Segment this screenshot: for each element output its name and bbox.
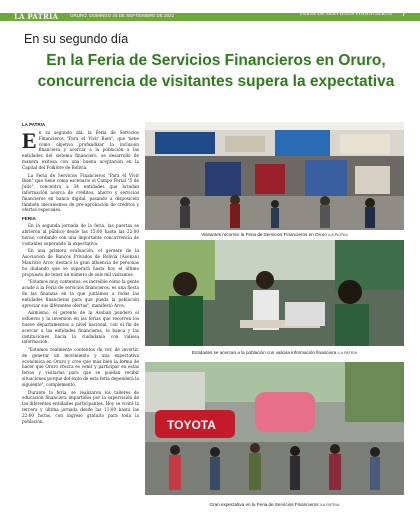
banner-text: TOYOTA — [167, 418, 216, 432]
paragraph-6: Asimismo, el gerente de la Asoban ponderó el esfuerzo y la inversión en las ferias que recorren los nueve departamentos a nivel nacional, con el fin de acercar a las entidades financieras, la banca y las instituciones hacia la ciudadanía con valiosa información. — [22, 310, 139, 345]
paragraph-3: En la segunda jornada de la feria, las puertas se abrieron al público desde las 15:00 hasta las 22:00 horas, contando con una importante concurrencia de visitantes superando la expectativa. — [22, 223, 139, 246]
subheading: FERIA — [22, 216, 36, 222]
photo-outdoor-stand — [145, 362, 404, 495]
photo-caption-1: Visitantes recorren la Feria de Servicios Financieros en Oruro /LA PATRIA — [201, 232, 348, 237]
photo-information-stand — [145, 240, 404, 346]
headline: En la Feria de Servicios Financieros en Oruro, concurrencia de visitantes supera la expectativa — [37, 52, 395, 90]
photo-fair-hall — [145, 122, 404, 230]
paragraph-7: "Estamos realmente contentos de ver, de invertir, de generar un movimiento y una expectativa económica en Oruro y creo que más bien la forma de hacer que Oruro crezca es venir y participar en estas ferias y visitarlas para que se puedan recibir situaciones porque del éxito de esta feria dependerá la siguiente", complementó. — [22, 347, 139, 387]
paragraph-2: La Feria de Servicios Financieros "Para el Vivir Bien" que tiene como escenario el Campo Ferial "5 de Julio", concentra a 34 entidades que brindan información acerca de créditos, ahorro y servicios financieros en banca digital, pasando a disposición también mecanismos de pre-aprobación de créditos y ofertas especiales. — [22, 172, 139, 213]
publication-date: ORURO, DOMINGO 25 DE SEPTIEMBRE DE 2022 — [70, 13, 175, 18]
section-name: FERIA DE SERVICIOS FINANCIEROS — [300, 12, 393, 17]
photo-caption-2: Entidades se acercan a la población con valiosa información financiera /LA PATRIA — [191, 350, 358, 355]
publication-name: LA PATRIA — [14, 12, 59, 21]
page-number: 7 — [402, 12, 406, 18]
paragraph-1: En su segundo día, la Feria de Servicios Financieros "Para el Vivir Bien", que tiene como objetivo profundizar la inclusión financiera y acercar a la población a las entidades del sistema financiero, se desarrolló de manera exitosa con una buena aceptación en la Capital del Folklore de Bolivia. — [22, 128, 139, 170]
drop-cap: E — [22, 128, 37, 153]
paragraph-4: En una primera evaluación, el gerente de la Asociación de Bancos Privados de Bolivia (Asoban) Mauricio Arce, destacó la gran afluencia de personas no dudando que se superará hasta hoy el último propuesto de tener un número de seis mil visitantes. — [22, 248, 139, 277]
paragraph-8: Durante la feria, se realizaron los talleres de educación financiera impartidos por la supervisión de las diferentes entidades participantes. Hoy se vivirá la tercera y última jornada desde las 11:00 hasta las 22:00 horas, con ingreso gratuito para toda la población. — [22, 389, 139, 424]
byline: LA PATRIA — [22, 122, 46, 127]
kicker: En su segundo día — [24, 32, 129, 46]
photo-caption-3: Gran expectativa en la Feria de Servicios Financieros /LA PATRIA — [209, 502, 340, 507]
paragraph-5: "Estamos muy contentos, es increíble cómo la gente acude a la Feria de servicios financieros, es una fiesta de las finanzas en la que juntamos a todas las entidades financieras para que pueda la población apreciar sus diferentes ofertas", manifestó Arce. — [22, 279, 139, 308]
article-body — [22, 130, 139, 426]
